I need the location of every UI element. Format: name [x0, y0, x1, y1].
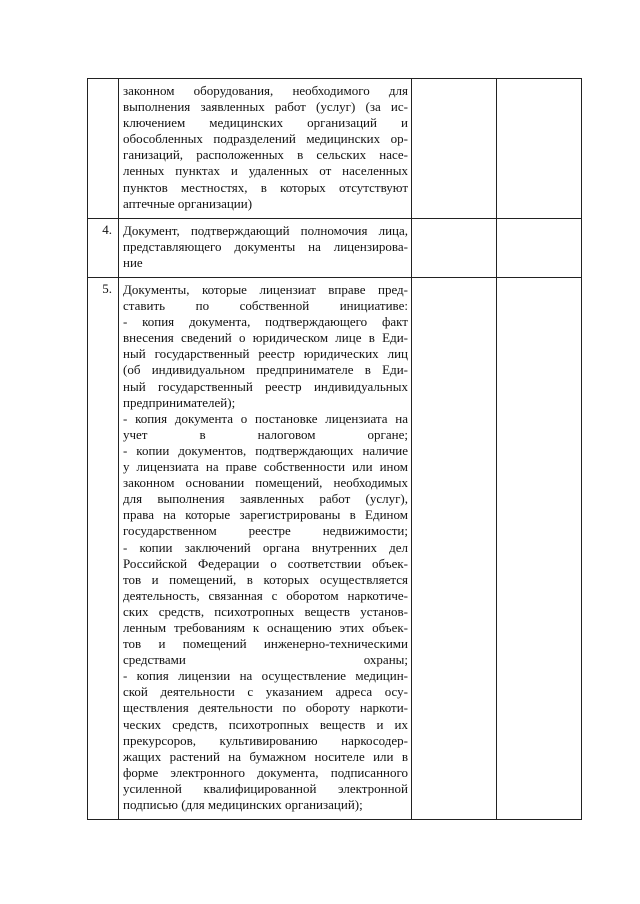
text-line: ленным требованиям к оснащению этих объек- [123, 619, 408, 635]
row-text [119, 79, 412, 219]
text-line: ской деятельности с указанием адреса осу- [123, 684, 408, 700]
text-line: подписью (для медицинских организаций); [123, 797, 363, 812]
text-line: - копия лицензии на осуществление медицин- [123, 668, 408, 684]
text-line: предпринимателей); [123, 394, 236, 410]
text-line: Документы, которые лицензиат вправе пред- [123, 282, 408, 297]
text-line: аптечные организации) [123, 195, 253, 211]
text-line: для выполнения заявленных работ (услуг), [123, 491, 408, 507]
text-line: тов и помещений инженерно-техническими [123, 636, 408, 652]
text-line: Документ, подтверждающий полномочия лица, [123, 223, 408, 238]
text-line: права на которые зарегистрированы в Едином [123, 507, 408, 523]
empty-cell-b [497, 278, 582, 820]
text-line: законном оборудования, необходимого для [123, 83, 408, 98]
text-line: ный государственный реестр юридических лиц [123, 346, 408, 362]
text-line: - копии документов, подтверждающих наличие [123, 442, 408, 458]
text-line: жащих растений на бумажном носителе или в [123, 748, 408, 764]
text-line: - копия документа о постановке лицензиата на [123, 410, 408, 426]
text-line: средствами охраны; [123, 652, 408, 668]
text-line: Российской Федерации о соответствии объек- [123, 555, 408, 571]
empty-cell-a [412, 79, 497, 219]
text-line: прекурсоров, культивированию наркосодер- [123, 732, 408, 748]
text-line: ских средств, психотропных веществ установ- [123, 603, 408, 619]
text-line: (об индивидуальном предпринимателе в Еди- [123, 362, 408, 378]
row-text [119, 278, 412, 820]
empty-cell-b [497, 79, 582, 219]
requirements-table [87, 78, 582, 820]
empty-cell-a [412, 278, 497, 820]
text-line: обособленных подразделений медицинских ор- [123, 131, 408, 147]
row-number: 5. [88, 278, 119, 820]
text-line: ключением медицинских организаций и [123, 115, 408, 131]
table-body [88, 79, 582, 820]
text-line: - копии заключений органа внутренних дел [123, 539, 408, 555]
text-line: тов и помещений, в которых осуществляется [123, 571, 408, 587]
row-number [88, 79, 119, 219]
row-text [119, 219, 412, 278]
row-number: 4. [88, 219, 119, 278]
table-row [88, 219, 582, 278]
text-line: выполнения заявленных работ (услуг) (за ис- [123, 99, 408, 115]
table-row [88, 79, 582, 219]
text-line: у лицензиата на праве собственности или ином [123, 459, 408, 475]
text-line: форме электронного документа, подписанного [123, 764, 408, 780]
text-line: пунктов местностях, в которых отсутствуют [123, 179, 408, 195]
text-line: деятельность, связанная с оборотом наркотиче- [123, 587, 408, 603]
text-line: законном основании помещений, необходимых [123, 475, 408, 491]
table-row [88, 278, 582, 820]
text-line: ческих средств, психотропных веществ и их [123, 716, 408, 732]
text-line: ществления деятельности по обороту наркоти- [123, 700, 408, 716]
text-line: - копия документа, подтверждающего факт [123, 314, 408, 330]
empty-cell-b [497, 219, 582, 278]
text-line: ставить по собственной инициативе: [123, 298, 408, 314]
empty-cell-a [412, 219, 497, 278]
text-line: ленных пунктах и удаленных от населенных [123, 163, 408, 179]
text-line: ние [123, 255, 143, 271]
text-line: ганизаций, расположенных в сельских насе- [123, 147, 408, 163]
text-line: учет в налоговом органе; [123, 426, 408, 442]
text-line: усиленной квалифицированной электронной [123, 780, 408, 796]
text-line: государственном реестре недвижимости; [123, 523, 408, 539]
text-line: представляющего документы на лицензирова- [123, 239, 408, 255]
text-line: ный государственный реестр индивидуальных [123, 378, 408, 394]
text-line: внесения сведений о юридическом лице в Еди- [123, 330, 408, 346]
